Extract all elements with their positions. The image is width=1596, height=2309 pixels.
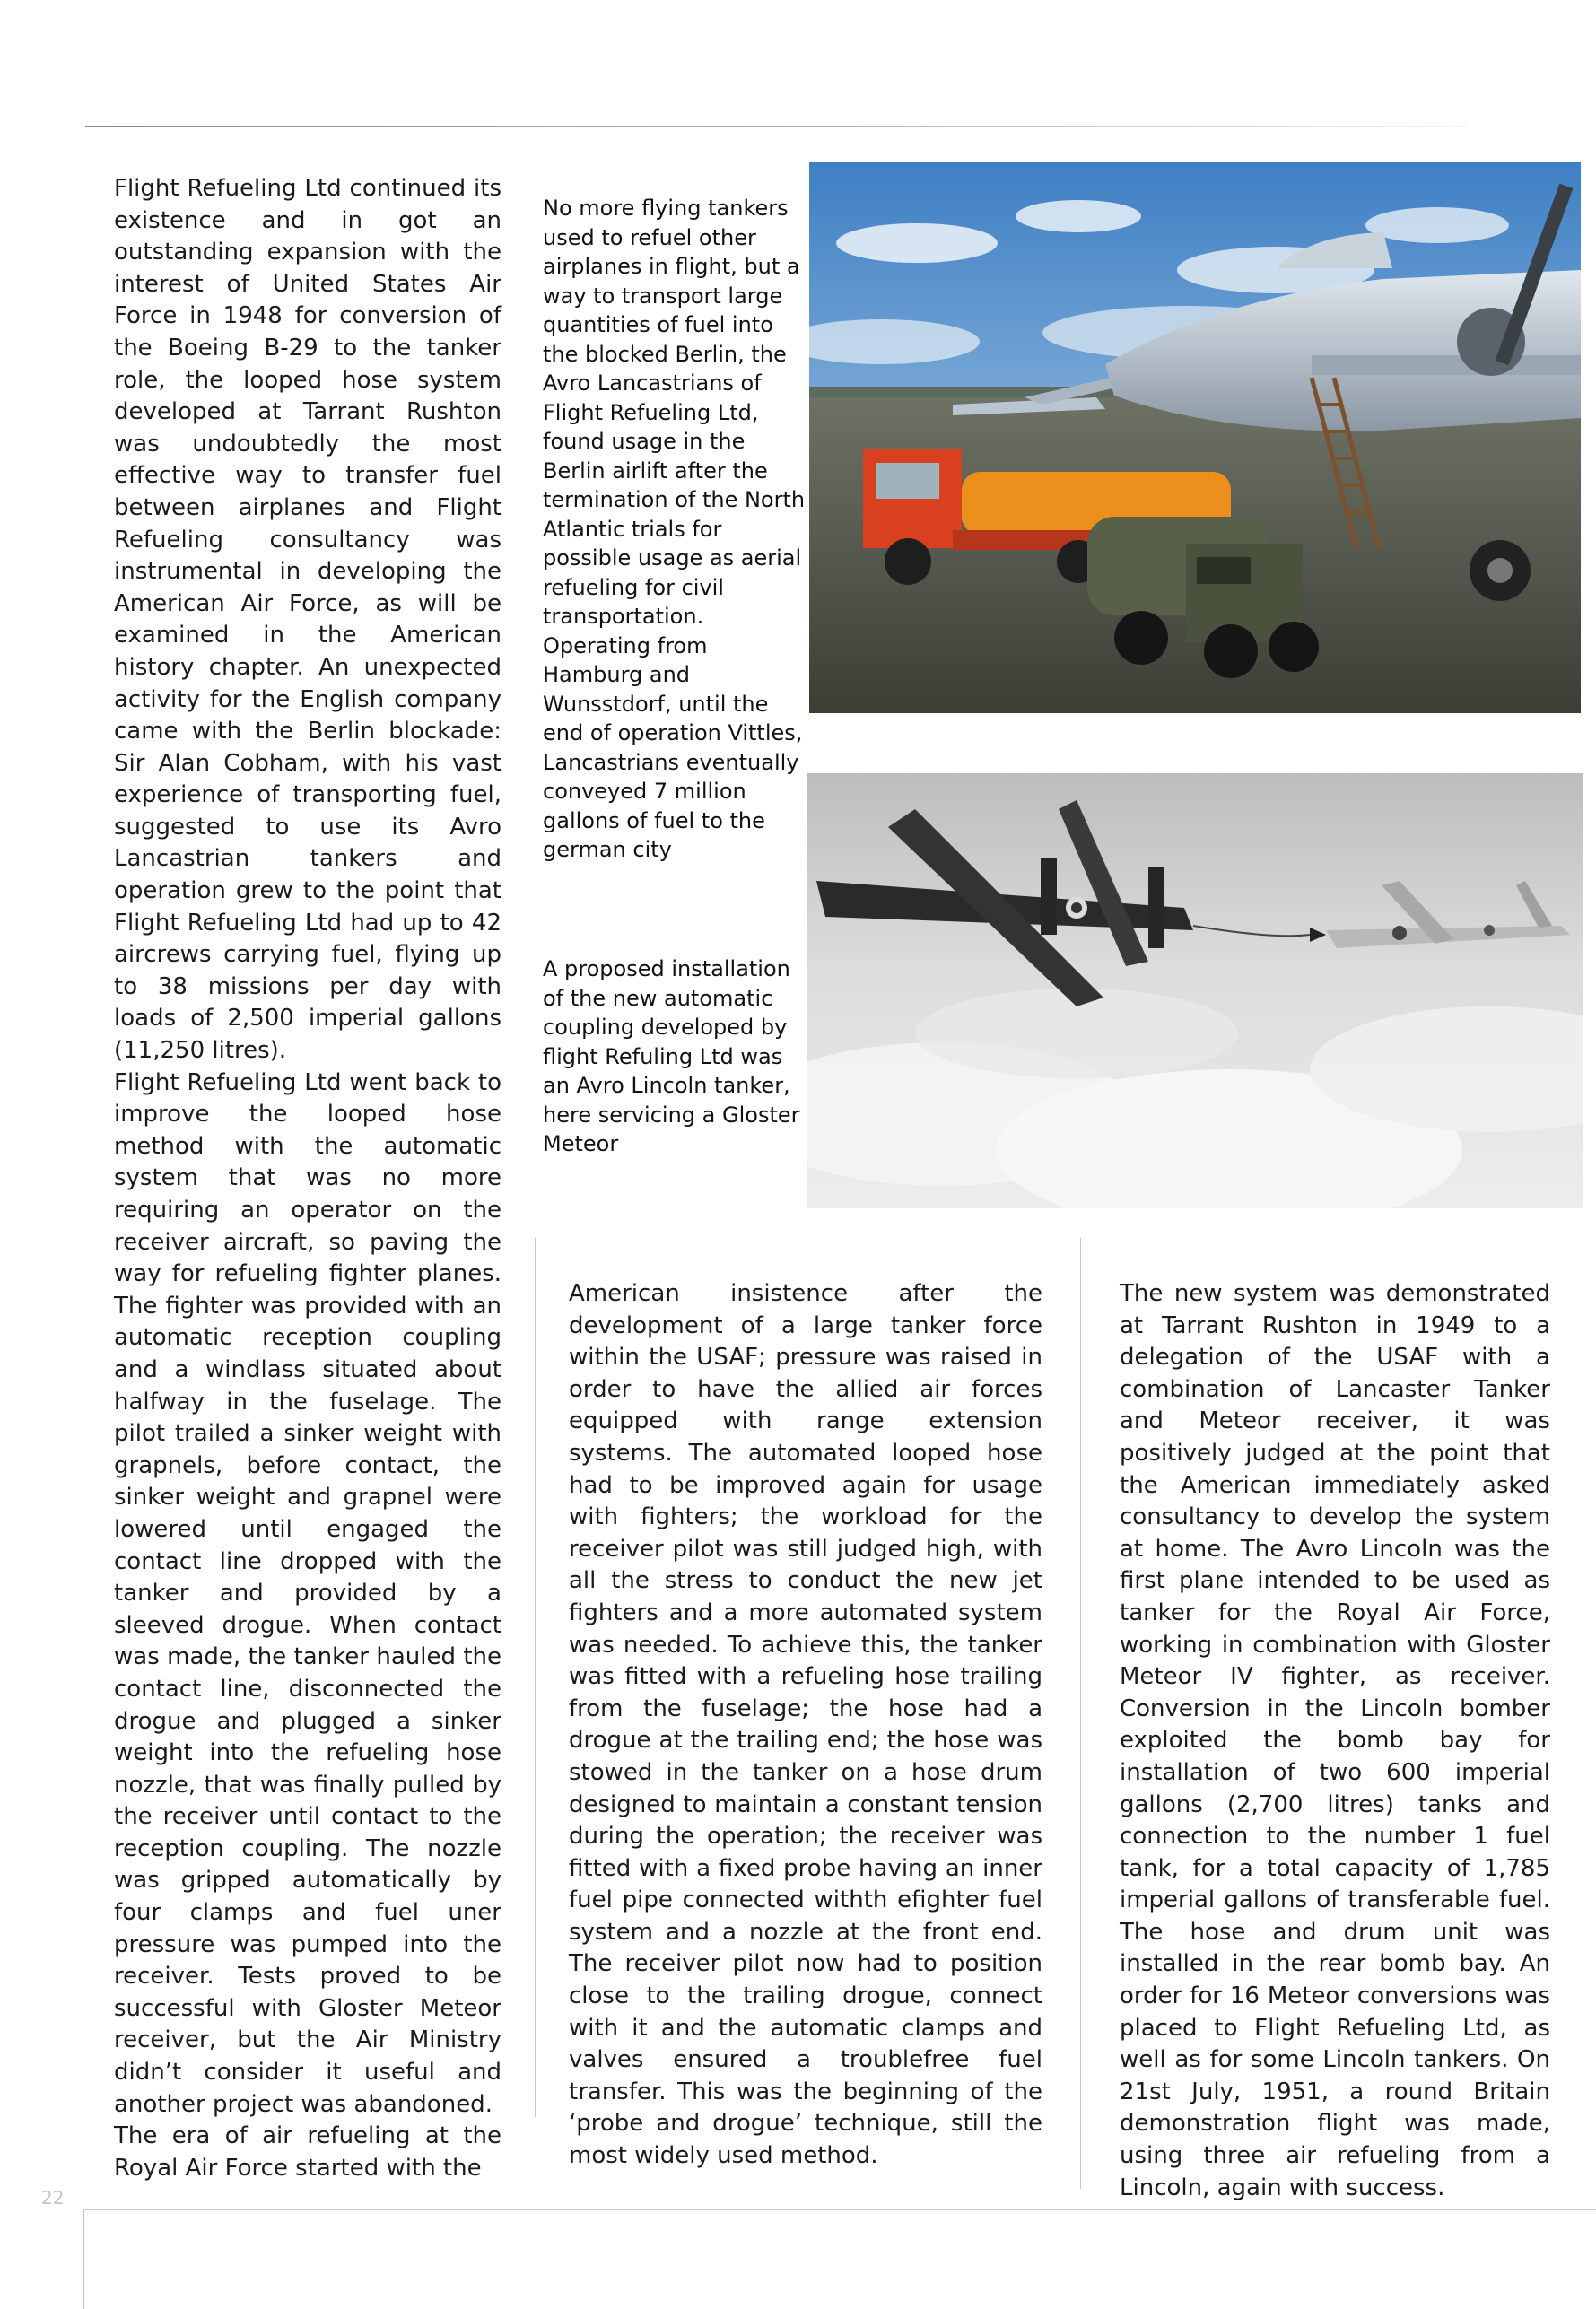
photo-lancastrian-refueling	[809, 162, 1581, 713]
photo-lincoln-meteor-refueling	[807, 773, 1583, 1208]
article-column-right: The new system was demonstrated at Tarrant Rushton in 1949 to a delegation of the USAF with a combination of Lancaster Tanker and Meteor receiver, it was positively judged at the point that the American immediately asked consultancy to develop the system at home. The Avro Lincoln was the first plane intended to be used as tanker for the Royal Air Force, working in combination with Gloster Meteor IV fighter, as receiver. Conversion in the Lincoln bomber exploited the bomb bay for installation of two 600 imperial gallons (2,700 litres) tanks and connection to the number 1 fuel tank, for a total capacity of 1,785 imperial gallons of transferable fuel. The hose and drum unit was installed in the rear bomb bay. An order for 16 Meteor conversions was placed to Flight Refueling Ltd, as well as for some Lincoln tankers. On 21st July, 1951, a round Britain demonstration flight was made, using three air refueling from a Lincoln, again with success.	[1120, 1280, 1550, 2201]
photo-caption-airlift: No more flying tankers used to refuel other airplanes in flight, but a way to transport large quantities of fuel into the blocked Berlin, the Avro Lancastrians of Flight Refueling Ltd, found usage in the Berlin airlift after the termination of the North Atlantic trials for possible usage as aerial refueling for civil transportation. Operating from Hamburg and Wunsstdorf, until the end of operation Vittles, Lancastrians eventually conveyed 7 million gallons of fuel to the german city	[543, 196, 806, 862]
page-number: 22	[41, 2187, 65, 2209]
paragraph: The era of air refueling at the Royal Air Force started with the	[114, 2122, 501, 2182]
bottom-rule	[85, 2209, 1596, 2210]
article-column-left	[114, 173, 501, 2184]
paragraph: Flight Refueling Ltd continued its existence and in got an outstanding expansion with the interest of United States Air Force in 1948 for conversion of the Boeing B-29 to the tanker role, the looped hose system developed at Tarrant Rushton was undoubtedly the most effective way to transfer fuel between airplanes and Flight Refueling consultancy was instrumental in developing the American Air Force, as will be examined in the American history chapter. An unexpected activity for the English company came with the Berlin blockade: Sir Alan Cobham, with his vast experience of transporting fuel, suggested to use its Avro Lancastrian tankers and operation grew to the point that Flight Refueling Ltd had up to 42 aircrews carrying fuel, flying up to 38 missions per day with loads of 2,500 imperial gallons (11,250 litres).	[114, 175, 501, 1065]
article-column-middle: American insistence after the development of a large tanker force within the USAF; pressure was raised in order to have the allied air forces equipped with range extension systems. The automated looped hose had to be improved again for usage with fighters; the workload for the receiver pilot was still judged high, with all the stress to conduct the new jet fighters and a more automated system was needed. To achieve this, the tanker was fitted with a refueling hose trailing from the fuselage; the hose had a drogue at the trailing end; the hose was stowed in the tanker on a hose drum designed to maintain a constant tension during the operation; the receiver was fitted with a fixed probe having an inner fuel pipe connected withth efighter fuel system and a nozzle at the front end. The receiver pilot now had to position close to the trailing drogue, connect with it and the automatic clamps and valves ensured a troublefree fuel transfer. This was the beginning of the ‘probe and drogue’ technique, still the most widely used method.	[569, 1280, 1042, 2170]
column-divider-left	[535, 1238, 536, 2117]
bottom-left-rule	[83, 2209, 84, 2309]
photo-caption-lincoln-meteor: A proposed installation of the new automatic coupling developed by flight Refuling Ltd was an Avro Lincoln tanker, here servicing a Gloster Meteor	[543, 956, 800, 1156]
paragraph: Flight Refueling Ltd went back to improve the looped hose method with the automatic system that was no more requiring an operator on the receiver aircraft, so paving the way for refueling fighter planes. The fighter was provided with an automatic reception coupling and a windlass situated about halfway in the fuselage. The pilot trailed a sinker weight with grapnels, before contact, the sinker weight and grapnel were lowered until engaged the contact line dropped with the tanker and provided by a sleeved drogue. When contact was made, the tanker hauled the contact line, disconnected the drogue and plugged a sinker weight into the refueling hose nozzle, that was finally pulled by the receiver until contact to the reception coupling. The nozzle was gripped automatically by four clamps and fuel uner pressure was pumped into the receiver. Tests proved to be successful with Gloster Meteor receiver, but the Air Ministry didn’t consider it useful and another project was abandoned.	[114, 1068, 501, 2118]
column-divider-right	[1080, 1238, 1081, 2189]
top-rule	[85, 126, 1467, 127]
